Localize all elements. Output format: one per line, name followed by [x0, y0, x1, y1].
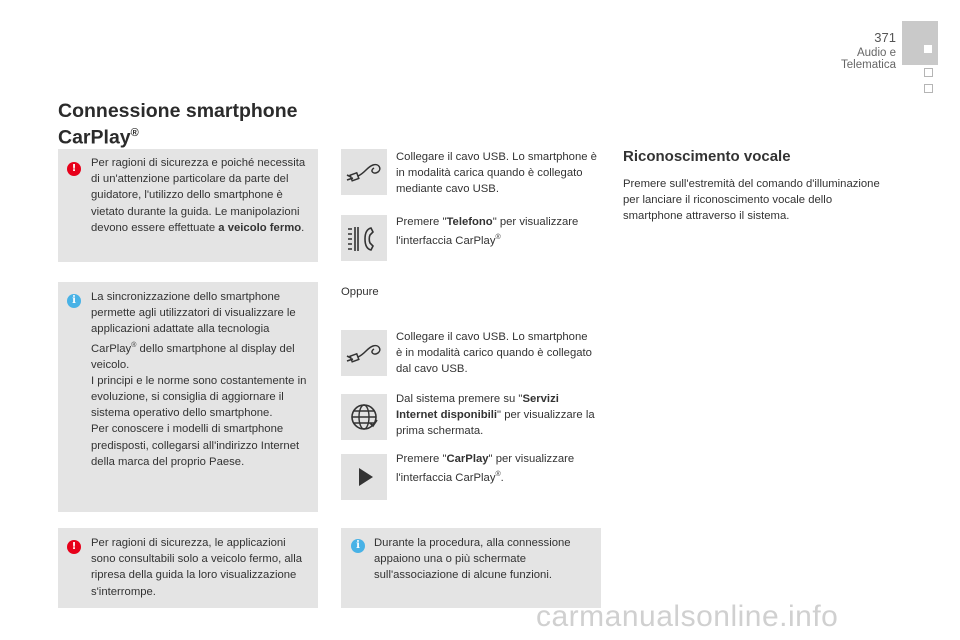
step-text-part: " per visualizzare l'interfaccia CarPlay [396, 453, 575, 484]
info-text-part: Per conoscere i modelli di smartphone predisposti, collegarsi all'indirizzo Internet della marca del proprio Paese. [91, 423, 300, 468]
warning-text-part: Per ragioni di sicurezza e poiché necessita di un'attenzione particolare da parte del guidatore, l'utilizzo dello smartphone è vietato durante la guida. Le manipolazioni devono essere effettuate [91, 157, 306, 234]
info-icon: i [67, 294, 81, 308]
watermark: carmanualsonline.info [536, 600, 839, 633]
step-connect-usb-1: Collegare il cavo USB. Lo smartphone è in modalità carica quando è collegato mediante cavo USB. [396, 151, 597, 196]
globe-icon [341, 394, 387, 440]
step-reg: ® [495, 234, 501, 242]
phone-handset-icon [341, 215, 387, 261]
step-press-servizi [396, 391, 596, 440]
usb-cable-icon [341, 149, 387, 195]
title-line2: CarPlay [58, 126, 131, 149]
info-text-part: dello smartphone al display del veicolo. [91, 342, 295, 371]
step-text-end: . [500, 471, 504, 484]
step-text-part: " per visualizzare l'interfaccia CarPlay [396, 216, 579, 247]
title-reg: ® [130, 127, 139, 139]
info-reg: ® [131, 341, 137, 349]
warning-text-bold: a veicolo fermo [218, 221, 302, 234]
step-text-part: Premere " [396, 453, 447, 465]
title-line1: Connessione smartphone [58, 100, 298, 122]
warning-icon: ! [67, 540, 81, 554]
info-text-part: La sincronizzazione dello smartphone permette agli utilizzatori di visualizzare le applicazioni adattate alla tecnologia CarPlay [91, 291, 296, 355]
oppure-label: Oppure [341, 286, 379, 298]
step-press-carplay [396, 451, 601, 486]
warning-icon: ! [67, 162, 81, 176]
voice-recognition-title: Riconoscimento vocale [623, 148, 791, 165]
page-title [58, 100, 318, 149]
info-text-part: I principi e le norme sono costantemente in evoluzione, si consiglia di aggiornare il sistema operativo dello smartphone. [91, 374, 307, 420]
usb-cable-icon [341, 330, 387, 376]
chapter-tab [902, 21, 938, 65]
voice-recognition-text: Premere sull'estremità del comando d'illuminazione per lanciare il riconoscimento vocale dello smartphone attraverso il sistema. [623, 178, 880, 223]
step-bold: Servizi Internet disponibili [396, 393, 559, 422]
step-text-part: " per visualizzare la prima schermata. [396, 409, 595, 438]
info-text-sync [91, 289, 309, 470]
step-bold: Telefono [446, 216, 493, 228]
chapter-tab-box [924, 84, 933, 93]
step-bold: CarPlay [446, 453, 489, 465]
step-text-part: Premere " [396, 216, 447, 228]
chapter-tab-box [924, 68, 933, 77]
step-connect-usb-2: Collegare il cavo USB. Lo smartphone è in modalità carico quando è collegato dal cavo USB. [396, 331, 592, 376]
step-press-telefono [396, 214, 601, 249]
info-icon: i [351, 539, 365, 553]
play-icon [341, 454, 387, 500]
step-text-part: Dal sistema premere su " [396, 393, 523, 405]
page-number: 371 [874, 30, 896, 45]
section-title: Audio e Telematica [841, 47, 896, 71]
warning-text-apps: Per ragioni di sicurezza, le applicazioni sono consultabili solo a veicolo fermo, alla ripresa della guida la loro visualizzazione s'interrompe. [91, 537, 302, 598]
info-text-procedure: Durante la procedura, alla connessione appaiono una o più schermate sull'associazione di alcune funzioni. [374, 537, 571, 582]
chapter-tab-marker [924, 45, 932, 53]
warning-text-end: . [301, 221, 305, 234]
warning-text-safety [91, 155, 309, 236]
step-reg: ® [495, 471, 501, 479]
